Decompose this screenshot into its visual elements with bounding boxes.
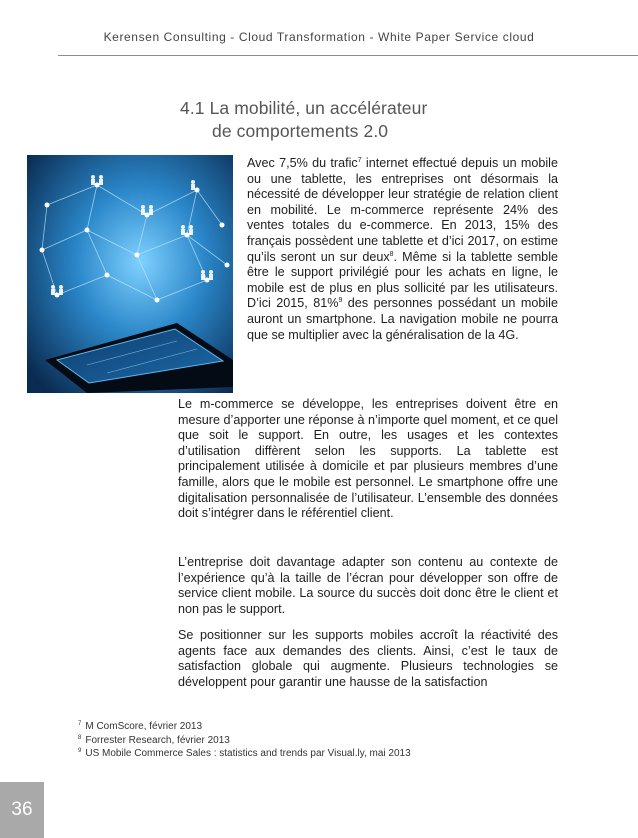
footnote-9-text: US Mobile Commerce Sales : statistics and trends par Visual.ly, mai 2013 bbox=[85, 748, 411, 759]
paragraph-1-part-c: . Même si la tablette semble être le support privilégié pour les achats en ligne, le mobile est de plus en plus sollicité par les utilisateurs. D’ici 2015, 81% bbox=[247, 249, 558, 311]
footnote-9 bbox=[78, 747, 411, 761]
paragraph-2: Le m-commerce se développe, les entreprises doivent être en mesure d’apporter une réponse à n’importe quel moment, et ce quel que soit le support. En outre, les usages et les contextes d’utilisation diffèrent selon les supports. La tablette est principalement utilisée à domicile et par plusieurs membres d’une famille, alors que le mobile est personnel. Le smartphone offre une digitalisation personnalisée de l’utilisateur. L’ensemble des données doit s’intégrer dans le référentiel client. bbox=[178, 397, 558, 521]
footnote-7 bbox=[78, 720, 411, 734]
footnote-9-number: 9 bbox=[78, 748, 82, 754]
footnotes bbox=[78, 720, 411, 761]
footnote-ref-8: 8 bbox=[389, 250, 394, 258]
paragraph-4: Se positionner sur les supports mobiles accroît la réactivité des agents face aux demandes des clients. Ainsi, c’est le taux de satisfaction globale qui augmente. Plusieurs technologies se développent pour garantir une hausse de la satisfaction bbox=[178, 628, 558, 689]
footnote-ref-7: 7 bbox=[357, 157, 362, 164]
footnote-8 bbox=[78, 734, 411, 748]
paragraph-1-part-a: Avec 7,5% du trafic bbox=[247, 156, 358, 170]
running-header: Kerensen Consulting - Cloud Transformation - White Paper Service cloud bbox=[103, 30, 535, 44]
paragraph-1 bbox=[247, 156, 558, 343]
paragraph-1-part-b: internet effectué depuis un mobile ou une tablette, les entreprises ont désormais la nécessité de développer leur stratégie de relation client en mobilité. Le m-commerce représente 24% des ventes totales du e-commerce. En 2013, 15% des français possèdent une tablette et d’ici 2017, on estime qu’ils seront un sur deux bbox=[247, 156, 558, 264]
footnote-8-number: 8 bbox=[78, 734, 82, 741]
footnote-7-number: 7 bbox=[78, 721, 82, 727]
section-title-line-2: de comportements 2.0 bbox=[212, 121, 389, 141]
section-title-line-1: 4.1 La mobilité, un accélérateur bbox=[180, 98, 428, 118]
footnote-7-text: M ComScore, février 2013 bbox=[85, 721, 203, 732]
page-number: 36 bbox=[0, 782, 44, 838]
section-title bbox=[180, 97, 427, 143]
tablet-network-people-icon bbox=[27, 155, 233, 393]
footnote-8-text: Forrester Research, février 2013 bbox=[85, 734, 230, 746]
header-divider bbox=[58, 55, 638, 56]
paragraph-3: L’entreprise doit davantage adapter son contenu au contexte de l’expérience qu’à la taille de l’écran pour développer son offre de service client mobile. La source du succès doit donc être le client et non pas le support. bbox=[178, 555, 558, 616]
footnote-ref-9: 9 bbox=[338, 297, 343, 305]
paragraph-1-part-d: des personnes possédant un mobile auront un smartphone. La navigation mobile ne pourra que se multiplier avec la généralisation de la 4G. bbox=[247, 296, 558, 342]
